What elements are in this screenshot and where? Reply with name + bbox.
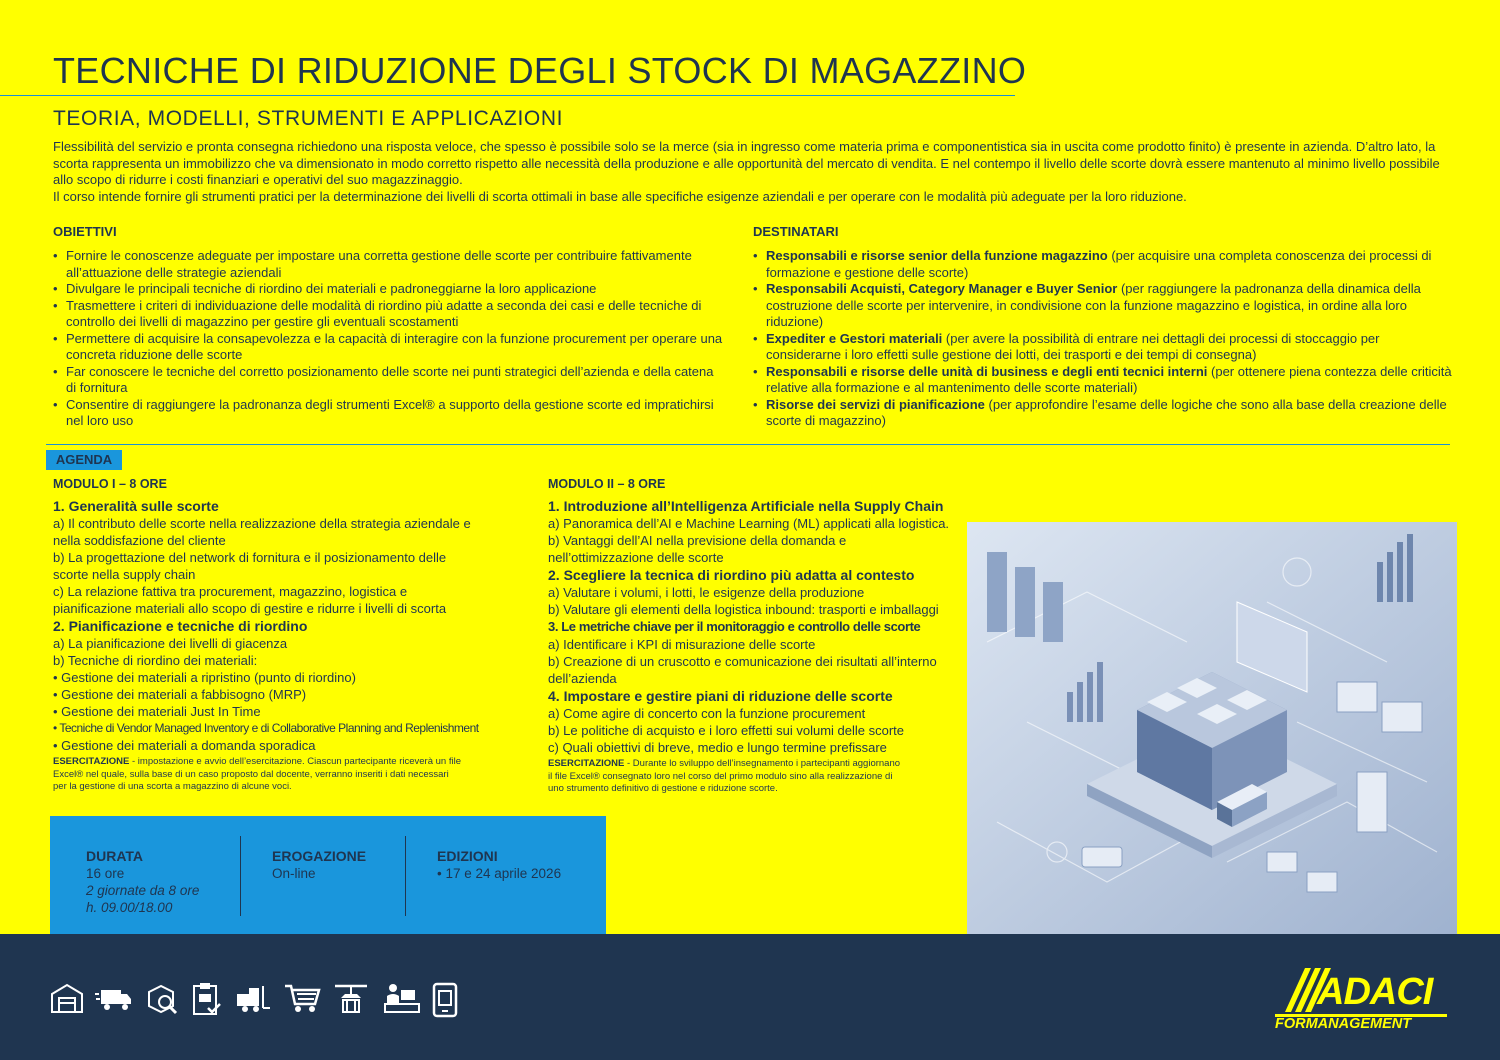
topic-line: • Tecniche di Vendor Managed Inventory e di Collaborative Planning and Replenishment [53, 721, 479, 735]
crane-icon [333, 982, 369, 1016]
topic-heading: 2. Pianificazione e tecniche di riordino [53, 618, 308, 634]
topic-heading: 3. Le metriche chiave per il monitoraggio e controllo delle scorte [548, 619, 921, 634]
topic-line: nella soddisfazione del cliente [53, 533, 226, 548]
tablet-icon [432, 982, 458, 1018]
edizioni-label: EDIZIONI [437, 848, 498, 864]
edizioni-value: • 17 e 24 aprile 2026 [437, 866, 562, 881]
topic-line: c) Quali obiettivi di breve, medio e lungo termine prefissare [548, 740, 887, 755]
intro-paragraph-1: Flessibilità del servizio e pronta consegna richiedono una risposta veloce, che spesso è possibile solo se la merce (sia in ingresso come materia prima e componentistica sia in uscita come prodotto finito) è presente in azienda. D’altro lato, la scorta rappresenta un immobilizzo che va dimensionato in modo corretto rispetto alle necessità della produzione e alle opportunità del mercato di vendita. E nel contempo il livello delle scorte dovrà essere mantenuto al minimo livello possibile allo scopo di ridurre i costi finanziari e operativi del suo magazzinaggio. [53, 139, 1440, 187]
durata-block [86, 848, 199, 916]
esercitazione-note [548, 758, 988, 796]
esercitazione-label: ESERCITAZIONE [53, 756, 130, 767]
topic-line: • Gestione dei materiali a domanda sporadica [53, 738, 316, 753]
list-item [753, 331, 1453, 364]
list-item [753, 248, 1453, 281]
esercitazione-text: il file Excel® consegnato loro nel corso del primo modulo sino alla realizzazione di [548, 770, 893, 782]
topic-line: b) Vantaggi dell’AI nella previsione della domanda e [548, 533, 847, 548]
durata-days: 2 giornate da 8 ore [86, 883, 200, 898]
topic-heading: 1. Introduzione all’Intelligenza Artificiale nella Supply Chain [548, 498, 944, 514]
cart-icon [283, 982, 321, 1014]
page-title: TECNICHE DI RIDUZIONE DEGLI STOCK DI MAGAZZINO [53, 50, 1027, 91]
erogazione-block [272, 848, 366, 882]
list-item: • Far conoscere le tecniche del corretto posizionamento delle scorte nei punti strategici dell’azienda e della catena di fornitura [53, 364, 723, 397]
search-box-icon [145, 982, 179, 1016]
list-item: • Consentire di raggiungere la padronanza degli strumenti Excel® a supporto della gestione scorte ed impratichirsi nel loro uso [53, 397, 723, 430]
title-divider [0, 95, 1015, 96]
list-item: • Divulgare le principali tecniche di riordino dei materiali e padroneggiarne la loro applicazione [53, 281, 723, 298]
topic-line: b) Tecniche di riordino dei materiali: [53, 653, 258, 668]
obiettivi-heading: OBIETTIVI [53, 224, 117, 239]
audience-name: Responsabili e risorse delle unità di business e degli enti tecnici interni [766, 363, 1208, 379]
destinatari-list [753, 248, 1453, 430]
topic-line: a) Panoramica dell’AI e Machine Learning (ML) applicati alla logistica. [548, 516, 950, 531]
audience-purpose: (per raggiungere la padronanza della dinamica della costruzione delle scorte per intervenire, in condivisione con la funzione magazzino e logistica, in ordine alla loro riduzione) [766, 281, 1421, 329]
warehouse-illustration [967, 522, 1457, 934]
intro-text [53, 139, 1453, 205]
forklift-icon [233, 982, 271, 1014]
list-item: • Fornire le conoscenze adeguate per impostare una corretta gestione delle scorte per contribuire fattivamente all’attuazione delle strategie aziendali [53, 248, 723, 281]
esercitazione-text: - impostazione e avvio dell’esercitazione. Ciascun partecipante riceverà un file [129, 756, 461, 767]
topic-line: b) Creazione di un cruscotto e comunicazione dei risultati all’interno [548, 654, 937, 669]
durata-label: DURATA [86, 848, 144, 864]
esercitazione-text: Excel® nel quale, sulla base di un caso proposto dal docente, verranno inseriti i dati necessari [53, 768, 449, 780]
section-divider [46, 444, 1450, 445]
list-item [753, 397, 1453, 430]
info-divider [240, 836, 241, 916]
esercitazione-label: ESERCITAZIONE [548, 758, 625, 769]
module-heading: MODULO I – 8 ORE [53, 477, 167, 491]
topic-heading: 2. Scegliere la tecnica di riordino più adatta al contesto [548, 567, 915, 583]
list-item: • Trasmettere i criteri di individuazione delle modalità di riordino più adatte a seconda dei casi e delle tecniche di controllo dei livelli di magazzino per gestire gli eventuali scostamenti [53, 298, 723, 331]
modulo-1 [53, 476, 543, 794]
audience-purpose: (per avere la possibilità di entrare nei dettagli dei processi di stoccaggio per considerarne i loro effetti sulle gestione dei lotti, dei trasporti e dei tempi di consegna) [766, 330, 1380, 362]
esercitazione-text: - Durante lo sviluppo dell’insegnamento i partecipanti aggiornano [624, 758, 901, 769]
topic-line: a) La pianificazione dei livelli di giacenza [53, 636, 288, 651]
durata-time: h. 09.00/18.00 [86, 900, 173, 915]
topic-line: a) Identificare i KPI di misurazione delle scorte [548, 637, 816, 652]
obiettivi-list [53, 248, 723, 430]
audience-purpose: (per acquisire una completa conoscenza dei processi di formazione e gestione delle scorte) [766, 248, 1432, 280]
audience-name: Responsabili e risorse senior della funzione magazzino [766, 248, 1108, 263]
truck-icon [95, 982, 133, 1014]
logo-wordmark: ADACI [1317, 971, 1433, 1013]
topic-line: a) Valutare i volumi, i lotti, le esigenze della produzione [548, 585, 865, 600]
topic-heading: 4. Impostare e gestire piani di riduzione delle scorte [548, 688, 893, 704]
topic-line: nell’ottimizzazione delle scorte [548, 550, 724, 565]
page-subtitle: TEORIA, MODELLI, STRUMENTI E APPLICAZIONI [53, 107, 564, 130]
warehouse-icon [50, 982, 84, 1014]
destinatari-heading: DESTINATARI [753, 224, 839, 239]
topic-line: pianificazione materiali allo scopo di gestire e ridurre i livelli di scorta [53, 601, 447, 616]
esercitazione-note [53, 756, 543, 794]
topic-line: • Gestione dei materiali a fabbisogno (MRP) [53, 687, 307, 702]
topic-line: b) La progettazione del network di fornitura e il posizionamento delle [53, 550, 447, 565]
agenda-label: AGENDA [46, 450, 122, 470]
audience-purpose: (per ottenere piena contezza delle criticità relative alla formazione e al mantenimento delle scorte materiali) [766, 363, 1452, 395]
topic-line: b) Le politiche di acquisto e i loro effetti sui volumi delle scorte [548, 723, 905, 738]
durata-hours: 16 ore [86, 866, 125, 881]
topic-line: • Gestione dei materiali Just In Time [53, 704, 261, 719]
audience-name: Risorse dei servizi di pianificazione [766, 396, 985, 412]
topic-line: scorte nella supply chain [53, 567, 196, 582]
logo-tagline: FORMANAGEMENT [1275, 1016, 1412, 1032]
esercitazione-text: uno strumento definitivo di gestione e riduzione scorte. [548, 783, 778, 794]
esercitazione-text: per la gestione di una scorta a magazzino di alcune voci. [53, 781, 292, 792]
list-item [753, 364, 1453, 397]
erogazione-label: EROGAZIONE [272, 848, 367, 864]
audience-name: Expediter e Gestori materiali [766, 330, 943, 346]
edizioni-block [437, 848, 561, 882]
topic-line: c) La relazione fattiva tra procurement, magazzino, logistica e [53, 584, 408, 599]
erogazione-value: On-line [272, 866, 316, 881]
clipboard-icon [190, 982, 222, 1018]
topic-line: dell’azienda [548, 671, 617, 686]
topic-line: • Gestione dei materiali a ripristino (punto di riordino) [53, 670, 356, 685]
audience-purpose: (per approfondire l’esame delle logiche che sono alla base della creazione delle scorte di magazzino) [766, 396, 1447, 428]
adaci-logo [1271, 964, 1451, 1034]
module-heading: MODULO II – 8 ORE [548, 477, 666, 491]
info-divider [405, 836, 406, 916]
topic-heading: 1. Generalità sulle scorte [53, 498, 219, 514]
list-item [753, 281, 1453, 331]
modulo-2 [548, 476, 988, 796]
audience-name: Responsabili Acquisti, Category Manager e Buyer Senior [766, 281, 1118, 296]
topic-line: a) Il contributo delle scorte nella realizzazione della strategia aziendale e [53, 516, 471, 531]
desk-icon [383, 982, 421, 1016]
footer-bar [0, 934, 1500, 1060]
course-info-box [50, 816, 606, 934]
list-item: • Permettere di acquisire la consapevolezza e la capacità di interagire con la funzione procurement per operare una concreta riduzione delle scorte [53, 331, 723, 364]
intro-paragraph-2: Il corso intende fornire gli strumenti pratici per la determinazione dei livelli di scorta ottimali in base alle specifiche esigenze aziendali e per operare con le modalità più adeguate per la loro riduzione. [53, 188, 1187, 204]
topic-line: b) Valutare gli elementi della logistica inbound: trasporti e imballaggi [548, 602, 939, 617]
topic-line: a) Come agire di concerto con la funzione procurement [548, 706, 866, 721]
